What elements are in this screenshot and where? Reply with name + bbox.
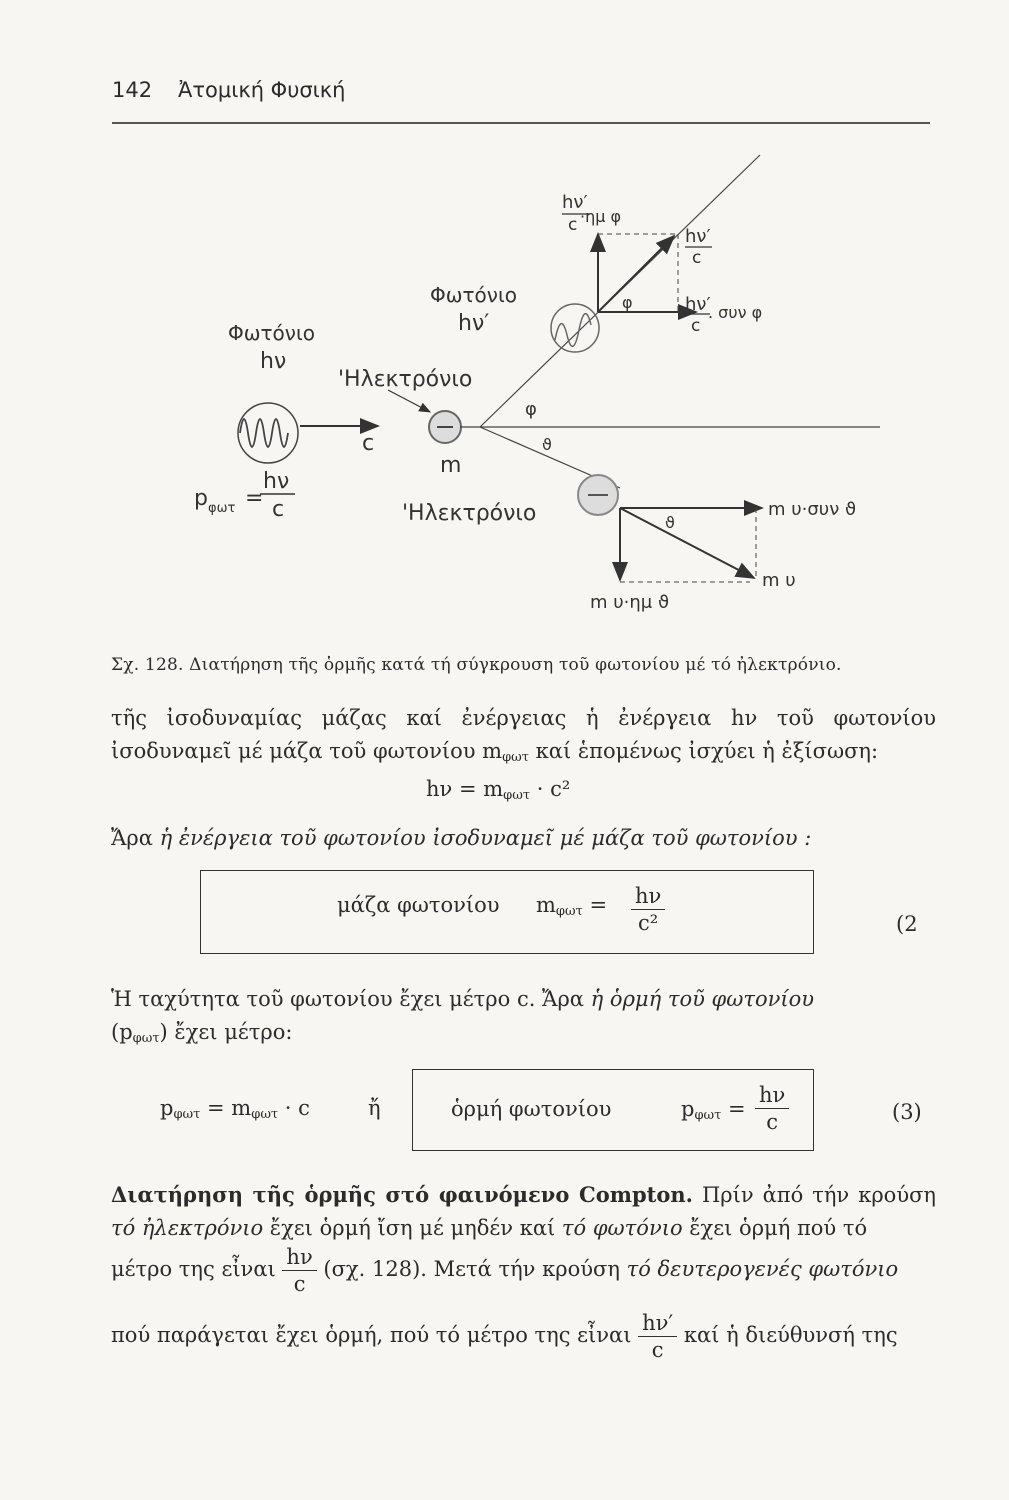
scattered-electron-icon <box>578 475 618 515</box>
paragraph-conclusion: Ἄρα ἡ ἐνέργεια τοῦ φωτονίου ἰσοδυναμεῖ μέ μάζα τοῦ φωτονίου : <box>111 826 812 850</box>
vec-sin-hvp: hν′ <box>562 192 588 213</box>
mv: m υ <box>762 570 796 591</box>
paragraph-equivalence: τῆς ἰσοδυναμίας μάζας καί ἐνέργειας ἡ ἐνέργεια hν τοῦ φωτονίου ἰσοδυναμεῖ μέ μάζα τοῦ φωτονίου $m_{\varphi\omega\tau}$ καί ἑπομένως ἰσχύει ἡ ἐξίσωση: <box>111 706 936 765</box>
photon-momentum-fraction: $\frac{h\nu}{c}$ <box>755 1082 789 1135</box>
frac-hv: hν <box>263 469 290 494</box>
frac-c: c <box>272 497 285 522</box>
vec-diag-c: c <box>692 248 702 268</box>
equation-number-3: (3) <box>892 1100 922 1124</box>
outgoing-photon-icon <box>551 304 599 352</box>
paragraph-photon-momentum: μέτρο της εἶναι $\frac{h\nu}{c}$ (σχ. 128). Μετά τήν κρούση τό δευτερογενές φωτόνιο <box>111 1245 899 1296</box>
angle-theta-vec: ϑ <box>665 513 675 532</box>
equation-number-2: (2 <box>896 912 918 936</box>
angle-phi-vec: φ <box>622 293 633 312</box>
paragraph-secondary-photon: πού παράγεται ἔχει ὁρμή, πού τό μέτρο της εἶναι $\frac{h\nu'}{c}$ καί ἡ διεύθυνσή της <box>111 1311 898 1362</box>
photon-mass-label: μάζα φωτονίου <box>337 893 500 917</box>
page-number: 142 <box>112 78 153 102</box>
angle-phi-main: φ <box>525 399 537 420</box>
incoming-photon-icon <box>238 403 298 463</box>
equation-energy: $h\nu = m_{\varphi\omega\tau} \cdot c^2$ <box>426 777 571 803</box>
momentum-sub: φωτ <box>208 501 236 516</box>
mv-cos: m υ·συν ϑ <box>768 499 857 520</box>
photon-mass-sub: φωτ <box>555 904 583 919</box>
angle-theta-main: ϑ <box>542 435 552 454</box>
photon-mass-box <box>200 870 814 954</box>
paragraph-compton-conservation: Διατήρηση τῆς ὁρμῆς στό φαινόμενο Compton. Πρίν ἀπό τήν κρούση τό ἠλεκτρόνιο ἔχει ὁρμή ἴση μέ μηδέν καί τό φωτόνιο ἔχει ὁρμή πού τό <box>111 1182 937 1240</box>
photon-momentum-label: ὁρμή φωτονίου <box>451 1097 612 1121</box>
photon-in-hv: hν <box>260 349 287 374</box>
electron-at-rest-icon <box>429 411 461 443</box>
equation-or: ἤ <box>368 1096 381 1120</box>
momentum-eq: = <box>245 486 264 511</box>
vec-sin-suffix: ·ημ φ <box>580 207 622 226</box>
photon-mass-eq: = <box>589 893 608 917</box>
photon-mass-fraction: $\frac{h\nu}{\text{c²}}$ <box>631 883 665 936</box>
vec-sin-c: c <box>568 215 578 235</box>
electron-in-label: 'Ηλεκτρόνιο <box>338 367 473 392</box>
figure-caption: Σχ. 128. Διατήρηση τῆς ὁρμῆς κατά τή σύγκρουση τοῦ φωτονίου μέ τό ἠλεκτρόνιο. <box>111 655 842 675</box>
vec-diag-hvp: hν′ <box>685 226 711 247</box>
running-title: Ἀτομική Φυσική <box>178 78 346 102</box>
vec-cos-hvp: hν′ <box>685 294 711 315</box>
photon-out-label: Φωτόνιο <box>430 283 517 307</box>
mv-sin: m υ·ημ ϑ <box>590 592 670 613</box>
mass-m: m <box>440 453 462 478</box>
equation-momentum: $p_{\varphi\omega\tau} = m_{\varphi\omega\tau} \cdot c$ <box>160 1096 310 1122</box>
vec-cos-suffix: . συν φ <box>708 303 763 322</box>
compton-momentum-figure <box>100 150 900 650</box>
velocity-c: c <box>362 431 375 456</box>
momentum-p: p <box>194 486 208 511</box>
photon-momentum-box: ὁρμή φωτονίου $p_{\varphi\omega\tau}$ = $\frac{h\nu}{c}$ <box>412 1069 814 1151</box>
photon-mass-m: m <box>536 893 556 917</box>
electron-out-label: 'Ηλεκτρόνιο <box>402 501 537 526</box>
photon-in-label: Φωτόνιο <box>228 321 315 345</box>
paragraph-speed: Ἡ ταχύτητα τοῦ φωτονίου ἔχει μέτρο c. Ἄρα ἡ ὁρμή τοῦ φωτονίου $(p_{\varphi\omega\tau})$ ἔχει μέτρο: <box>111 987 815 1046</box>
vec-cos-c: c <box>691 316 701 336</box>
header-rule <box>112 122 930 124</box>
photon-out-hv: hν′ <box>458 311 490 336</box>
